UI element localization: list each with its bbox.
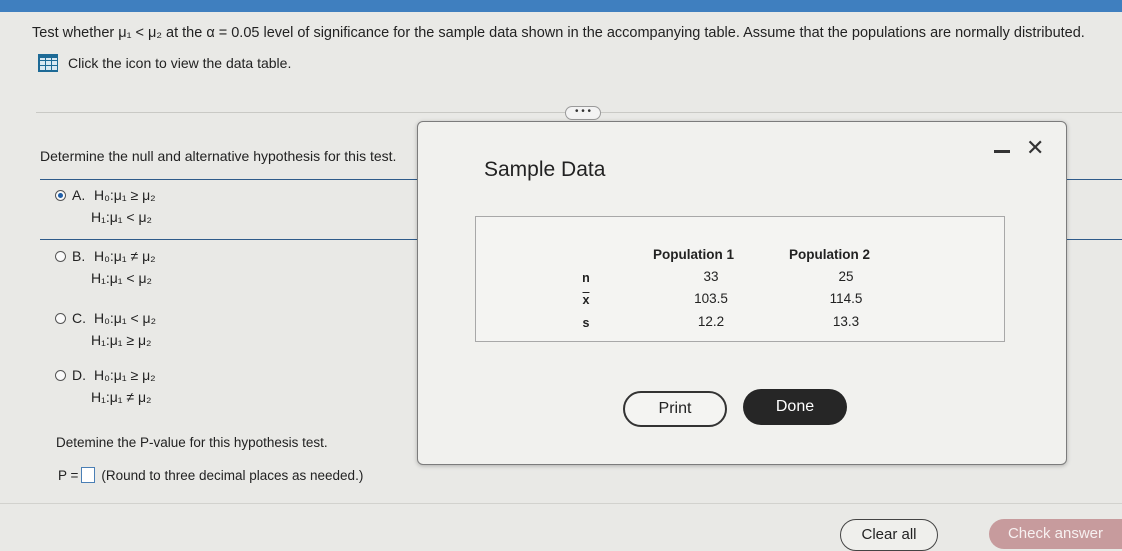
selection-rule-bottom — [40, 239, 418, 240]
null-hypothesis: H₀:μ₁ ≠ μ₂ — [94, 248, 156, 264]
table-cell: 103.5 — [694, 291, 728, 306]
row-label: n — [582, 271, 590, 285]
column-header: Population 2 — [789, 247, 870, 262]
null-hypothesis: H₀:μ₁ ≥ μ₂ — [94, 187, 156, 203]
table-icon[interactable] — [38, 54, 58, 72]
sample-data-dialog — [417, 121, 1067, 465]
footer-divider — [0, 503, 1122, 504]
print-button[interactable]: Print — [623, 391, 727, 427]
data-link-label: Click the icon to view the data table. — [68, 55, 292, 71]
alternative-hypothesis: H₁:μ₁ ≥ μ₂ — [91, 332, 152, 348]
radio-option-b[interactable] — [55, 251, 66, 262]
minimize-icon[interactable] — [994, 150, 1010, 153]
row-label: x — [582, 293, 590, 307]
table-cell: 13.3 — [832, 314, 860, 329]
alternative-hypothesis: H₁:μ₁ ≠ μ₂ — [91, 389, 152, 405]
close-icon[interactable]: ✕ — [1026, 135, 1045, 160]
radio-option-c[interactable] — [55, 313, 66, 324]
data-table-link[interactable] — [38, 54, 291, 72]
option-c[interactable] — [55, 307, 156, 351]
radio-option-a[interactable] — [55, 190, 66, 201]
pvalue-hint: (Round to three decimal places as needed.) — [101, 467, 364, 483]
selection-rule-bottom-right — [1065, 239, 1122, 240]
done-button[interactable]: Done — [743, 389, 847, 425]
dialog-title: Sample Data — [484, 158, 606, 181]
table-cell: 114.5 — [829, 291, 863, 306]
pvalue-row — [58, 467, 363, 483]
table-cell: 12.2 — [697, 314, 725, 329]
option-b[interactable] — [55, 245, 156, 289]
sample-data-table — [475, 216, 1005, 342]
clear-all-button[interactable]: Clear all — [840, 519, 938, 551]
table-cell: 25 — [838, 269, 854, 284]
selection-rule-top — [40, 179, 418, 180]
column-header: Population 1 — [653, 247, 734, 262]
option-d[interactable] — [55, 364, 156, 408]
selection-rule-top-right — [1065, 179, 1122, 180]
table-cell: 33 — [703, 269, 719, 284]
question-text: Test whether μ₁ < μ₂ at the α = 0.05 level of significance for the sample data shown in the accompanying table. Assume that the populations are normally distributed. — [32, 25, 1085, 41]
option-letter: B. — [72, 248, 86, 264]
pvalue-prompt: Detemine the P-value for this hypothesis test. — [56, 435, 328, 450]
option-letter: C. — [72, 310, 86, 326]
hypothesis-prompt: Determine the null and alternative hypothesis for this test. — [40, 148, 397, 164]
pvalue-label: P = — [58, 467, 79, 483]
option-a[interactable] — [55, 184, 156, 228]
radio-option-d[interactable] — [55, 370, 66, 381]
alternative-hypothesis: H₁:μ₁ < μ₂ — [91, 209, 152, 225]
alternative-hypothesis: H₁:μ₁ < μ₂ — [91, 270, 152, 286]
null-hypothesis: H₀:μ₁ < μ₂ — [94, 310, 157, 326]
row-label: s — [582, 316, 590, 330]
null-hypothesis: H₀:μ₁ ≥ μ₂ — [94, 367, 156, 383]
top-bar — [0, 0, 1122, 12]
option-letter: D. — [72, 367, 86, 383]
pvalue-input[interactable] — [81, 467, 95, 483]
expand-button[interactable]: • • • — [565, 106, 601, 120]
check-answer-button[interactable]: Check answer — [989, 519, 1122, 549]
option-letter: A. — [72, 187, 86, 203]
